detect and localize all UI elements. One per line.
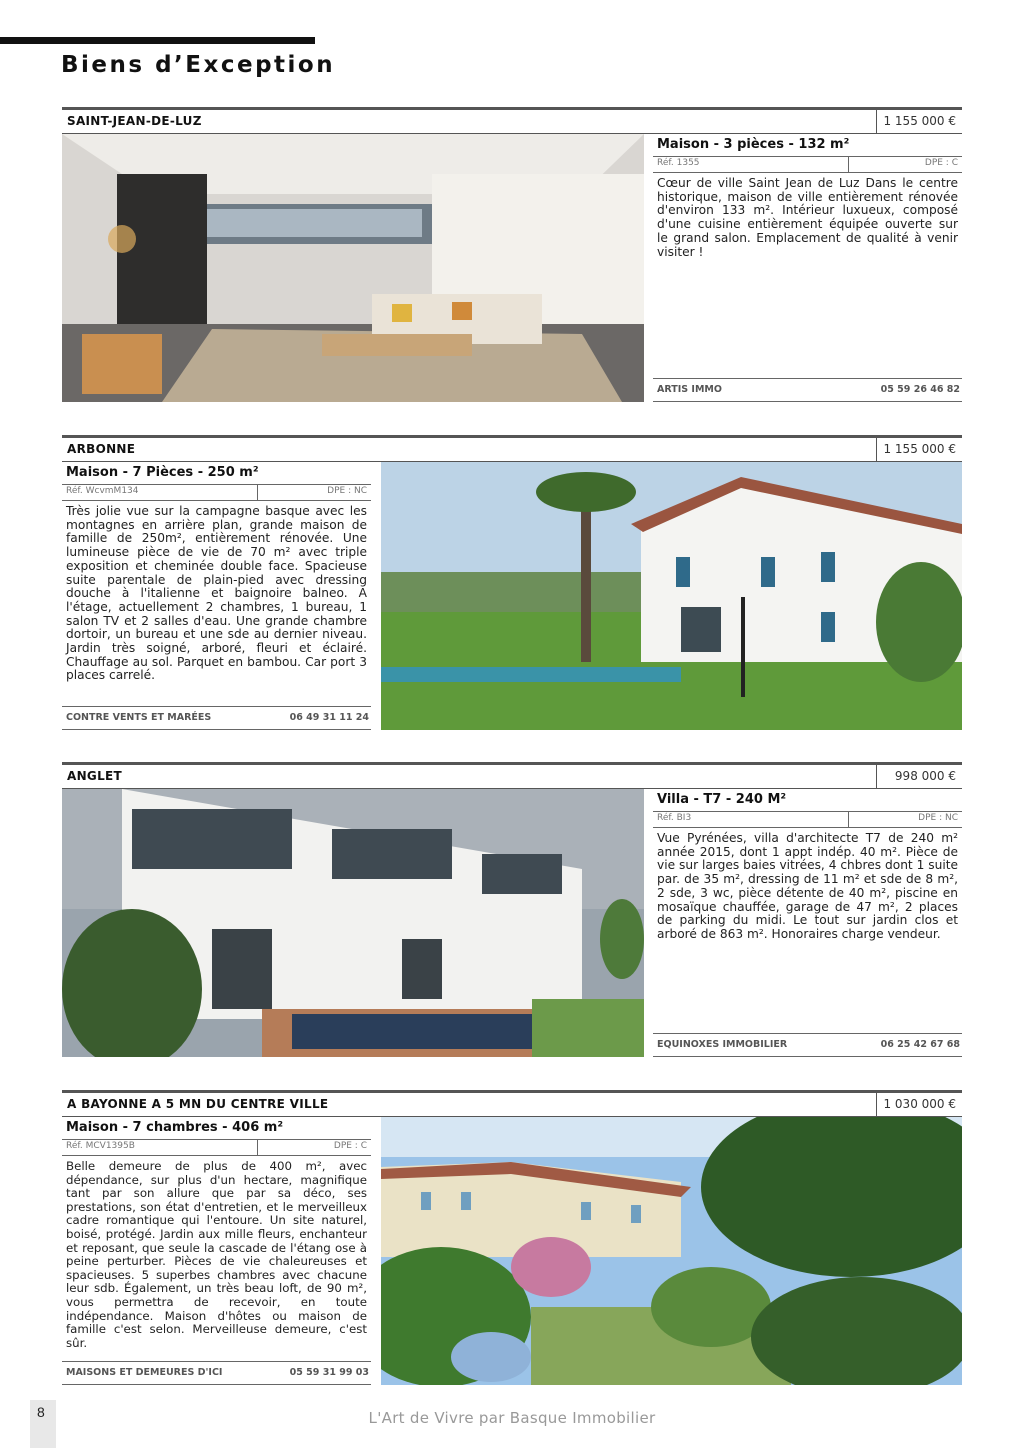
listing-photo[interactable] xyxy=(62,134,644,402)
listing-header xyxy=(62,762,962,789)
agency-row xyxy=(653,1033,962,1057)
agency-name[interactable]: ARTIS IMMO xyxy=(657,384,722,395)
reference: Réf. MCV1395B xyxy=(66,1141,135,1151)
dpe-rating: DPE : NC xyxy=(918,813,958,823)
listing-photo[interactable] xyxy=(381,462,962,730)
living-room-photo xyxy=(62,134,644,402)
listing-photo[interactable] xyxy=(62,789,644,1057)
page-number: 8 xyxy=(37,1404,45,1420)
agency-row xyxy=(62,706,371,730)
page-title: Biens d’Exception xyxy=(61,52,336,78)
dpe-rating: DPE : C xyxy=(333,1141,367,1151)
ref-row xyxy=(62,484,371,501)
property-description: Très jolie vue sur la campagne basque avec les montagnes en arrière plan, grande maison de famille de 250m², entièrement rénovée. Une lumineuse pièce de vie de 70 m² avec triple exposition et cheminée double face. Spacieuse suite parentale de plain-pied avec dressing douche à l'italienne et baignoire balneo. A l'étage, actuellement 2 chambres, 1 bureau, 1 salon TV et 2 salles d'eau. Une grande chambre dortoir, un bureau et une sde au dernier niveau. Jardin très soigné, arboré, fleuri et éclairé. Chauffage au sol. Parquet en bambou. Car port 3 places carrelé. xyxy=(66,504,367,683)
listing-price: 998 000 € xyxy=(876,765,962,788)
ref-divider xyxy=(848,812,849,827)
footer-tagline: L'Art de Vivre par Basque Immobilier xyxy=(368,1409,656,1427)
agency-row xyxy=(62,1361,371,1385)
agency-name[interactable]: MAISONS ET DEMEURES D'ICI xyxy=(66,1367,223,1378)
listing-price: 1 155 000 € xyxy=(876,110,962,133)
listing-info xyxy=(62,1117,371,1385)
listing-location: SAINT-JEAN-DE-LUZ xyxy=(67,114,202,128)
ref-row xyxy=(653,156,962,173)
property-type: Maison - 3 pièces - 132 m² xyxy=(657,137,850,152)
property-description: Cœur de ville Saint Jean de Luz Dans le centre historique, maison de ville entièrement rénovée d'environ 133 m². Intérieur luxueux, composé d'une cuisine entièrement équipée ouverte sur le grand salon. Emplacement de qualité à venir visiter ! xyxy=(657,176,958,259)
ref-divider xyxy=(257,1140,258,1155)
listing-photo[interactable] xyxy=(381,1117,962,1385)
agency-phone[interactable]: 06 25 42 67 68 xyxy=(880,1039,960,1050)
agency-phone[interactable]: 05 59 31 99 03 xyxy=(289,1367,369,1378)
agency-row xyxy=(653,378,962,402)
agency-phone[interactable]: 06 49 31 11 24 xyxy=(289,712,369,723)
top-accent-bar xyxy=(0,37,315,44)
property-type: Villa - T7 - 240 M² xyxy=(657,792,787,807)
ref-row xyxy=(62,1139,371,1156)
property-type: Maison - 7 chambres - 406 m² xyxy=(66,1120,284,1135)
listing-header xyxy=(62,1090,962,1117)
listing-location: A BAYONNE A 5 MN DU CENTRE VILLE xyxy=(67,1097,329,1111)
reference: Réf. BI3 xyxy=(657,813,692,823)
listing-price: 1 155 000 € xyxy=(876,438,962,461)
reference: Réf. WcvmM134 xyxy=(66,486,139,496)
basque-house-photo xyxy=(381,462,962,730)
ref-divider xyxy=(848,157,849,172)
property-description: Belle demeure de plus de 400 m², avec dépendance, sur plus d'un hectare, magnifique tant par son allure que par sa déco, ses prestations, son état d'entretien, et le merveilleux cadre romantique qui l'entoure. Un site naturel, boisé, protégé. Jardin aux mille fleurs, enchanteur et reposant, que seule la cascade de l'étang ose à peine perturber. Pièces de vie chaleureuses et spacieuses. 5 superbes chambres avec chacune leur sdb. Également, un très beau loft, de 90 m², vous permettra de recevoir, en toute indépendance. Maison d'hôtes ou maison de famille c'est selon. Merveilleuse demeure, c'est sûr. xyxy=(66,1159,367,1350)
reference: Réf. 1355 xyxy=(657,158,700,168)
property-description: Vue Pyrénées, villa d'architecte T7 de 240 m² année 2015, dont 1 appt indép. 40 m². Pièce de vie sur larges baies vitrées, 4 chbres dont 1 suite par. de 35 m², dressing de 11 m² et sde de 8 m², 2 sde, 3 wc, pièce détente de 40 m², piscine en mosaïque chauffée, garage de 47 m², 2 places de parking du midi. Le tout sur jardin clos et arboré de 863 m². Honoraires charge vendeur. xyxy=(657,831,958,941)
listing-info xyxy=(653,134,962,402)
manor-garden-photo xyxy=(381,1117,962,1385)
listing-info xyxy=(653,789,962,1057)
ref-row xyxy=(653,811,962,828)
listing-location: ANGLET xyxy=(67,769,123,783)
dpe-rating: DPE : C xyxy=(924,158,958,168)
listing-header xyxy=(62,435,962,462)
ref-divider xyxy=(257,485,258,500)
listing-info xyxy=(62,462,371,730)
listing-price: 1 030 000 € xyxy=(876,1093,962,1116)
property-type: Maison - 7 Pièces - 250 m² xyxy=(66,465,259,480)
listing-header xyxy=(62,107,962,134)
agency-phone[interactable]: 05 59 26 46 82 xyxy=(880,384,960,395)
agency-name[interactable]: CONTRE VENTS ET MARÉES xyxy=(66,712,212,723)
dpe-rating: DPE : NC xyxy=(327,486,367,496)
agency-name[interactable]: EQUINOXES IMMOBILIER xyxy=(657,1039,788,1050)
listing-location: ARBONNE xyxy=(67,442,136,456)
modern-villa-photo xyxy=(62,789,644,1057)
